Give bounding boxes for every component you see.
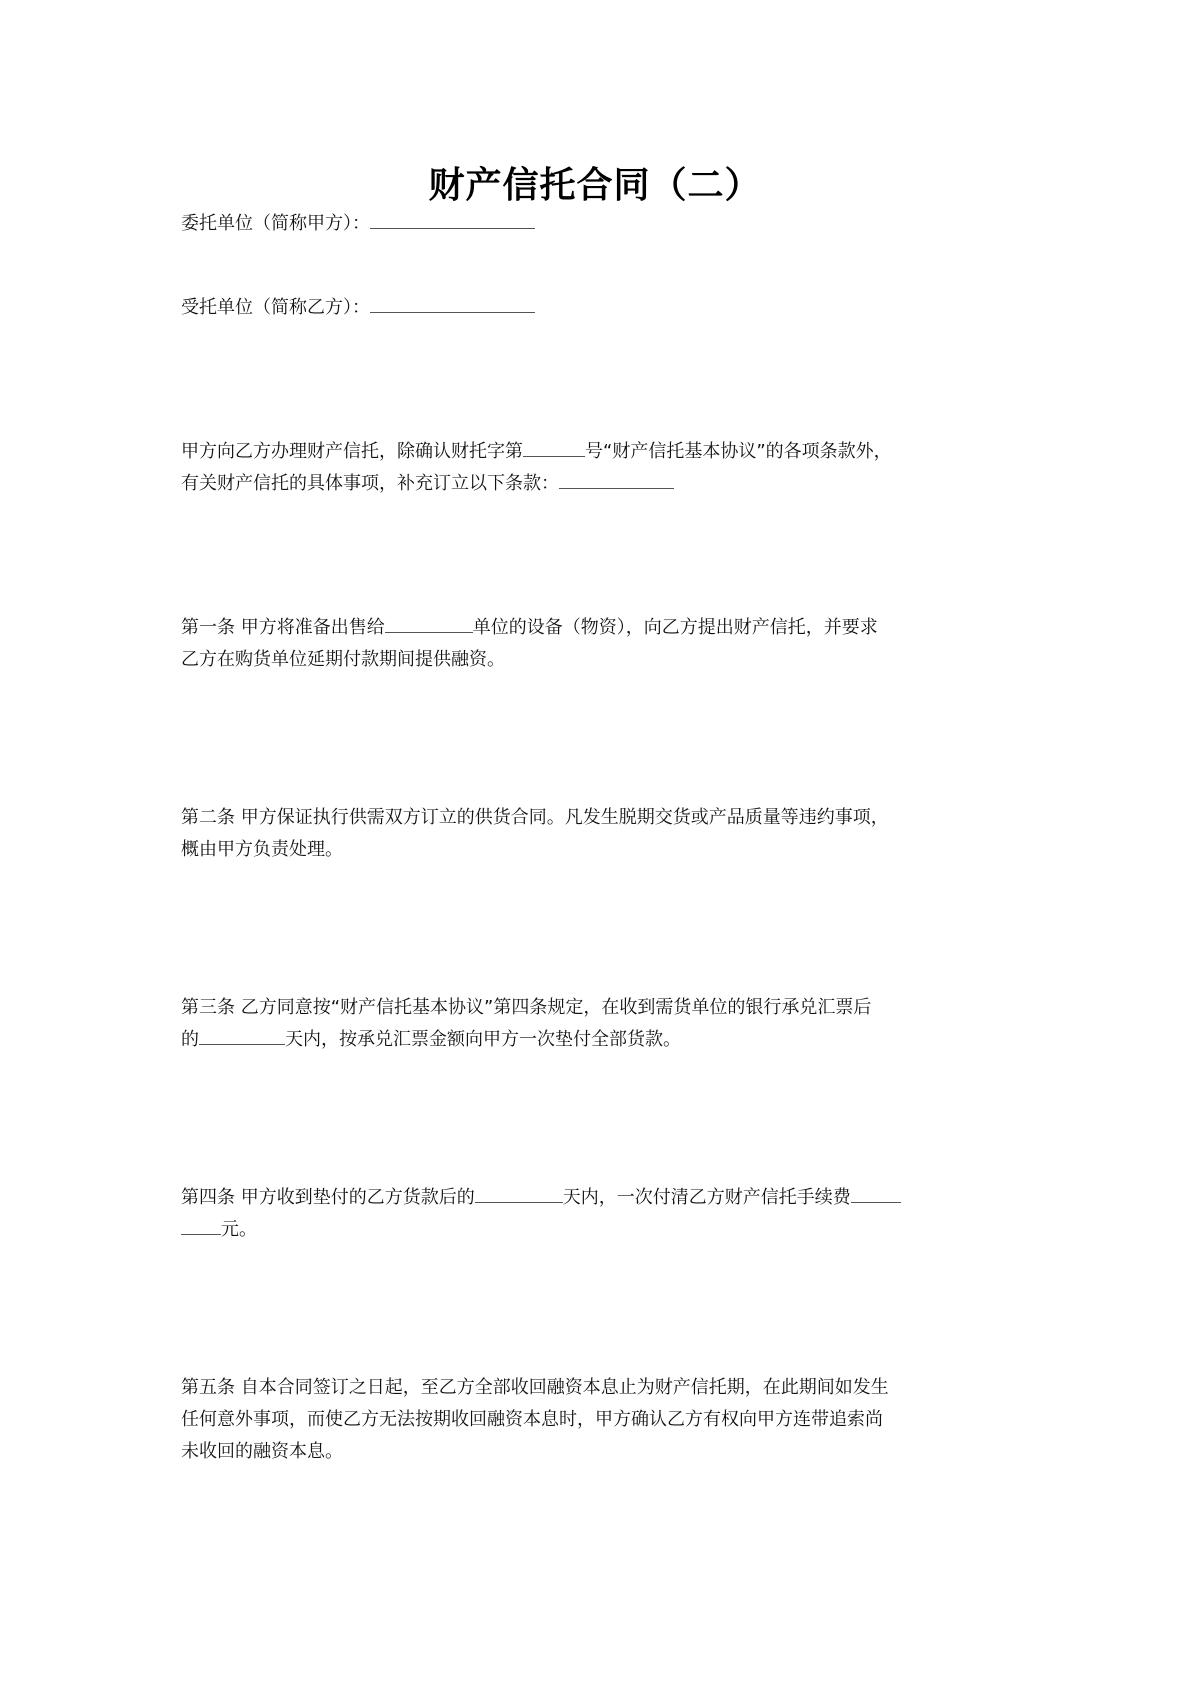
agreement-number-blank[interactable] [523, 438, 585, 457]
fee-amount-blank[interactable] [851, 1184, 901, 1203]
article-text: 第二条 甲方保证执行供需双方订立的供货合同。凡发生脱期交货或产品质量等违约事项， [181, 807, 889, 828]
party-a-field [181, 208, 1021, 240]
advance-days-blank[interactable] [199, 1026, 285, 1045]
article-text: 单位的设备（物资），向乙方提出财产信托，并要求 [472, 617, 878, 638]
party-b-blank[interactable] [370, 294, 535, 313]
article-2 [181, 802, 1021, 866]
party-a-label: 委托单位（简称甲方）： [181, 213, 370, 234]
preamble-text: 有关财产信托的具体事项，补充订立以下条款： [181, 473, 559, 494]
article-text: 第五条 自本合同签订之日起，至乙方全部收回融资本息止为财产信托期，在此期间如发生 [181, 1377, 889, 1398]
party-b-field [181, 292, 1021, 324]
document-title: 财产信托合同（二） [428, 165, 762, 206]
supplement-blank[interactable] [559, 470, 674, 489]
fee-amount-blank-continued[interactable] [181, 1216, 221, 1235]
article-text: 乙方在购货单位延期付款期间提供融资。 [181, 649, 505, 670]
party-a-blank[interactable] [370, 210, 535, 229]
article-text: 天内，一次付清乙方财产信托手续费 [562, 1187, 851, 1208]
buyer-unit-blank[interactable] [385, 614, 473, 633]
article-text: 第四条 甲方收到垫付的乙方货款后的 [181, 1187, 475, 1208]
preamble-text: 甲方向乙方办理财产信托，除确认财托字第 [181, 441, 523, 462]
article-text: 未收回的融资本息。 [181, 1441, 343, 1462]
article-text: 概由甲方负责处理。 [181, 839, 343, 860]
article-3 [181, 992, 1021, 1056]
party-b-label: 受托单位（简称乙方）： [181, 297, 370, 318]
preamble-paragraph [181, 436, 1021, 500]
article-text: 第一条 甲方将准备出售给 [181, 617, 385, 638]
article-text: 第三条 乙方同意按“财产信托基本协议”第四条规定，在收到需货单位的银行承兑汇票后 [181, 997, 872, 1018]
article-4 [181, 1182, 1021, 1246]
article-5 [181, 1372, 1021, 1468]
article-text: 任何意外事项，而使乙方无法按期收回融资本息时，甲方确认乙方有权向甲方连带追索尚 [181, 1409, 883, 1430]
payment-days-blank[interactable] [475, 1184, 563, 1203]
article-1 [181, 612, 1021, 676]
article-text: 元。 [221, 1219, 257, 1240]
article-text: 的 [181, 1029, 199, 1050]
article-text: 天内，按承兑汇票金额向甲方一次垫付全部货款。 [285, 1029, 681, 1050]
preamble-text: 号“财产信托基本协议”的各项条款外， [585, 441, 892, 462]
